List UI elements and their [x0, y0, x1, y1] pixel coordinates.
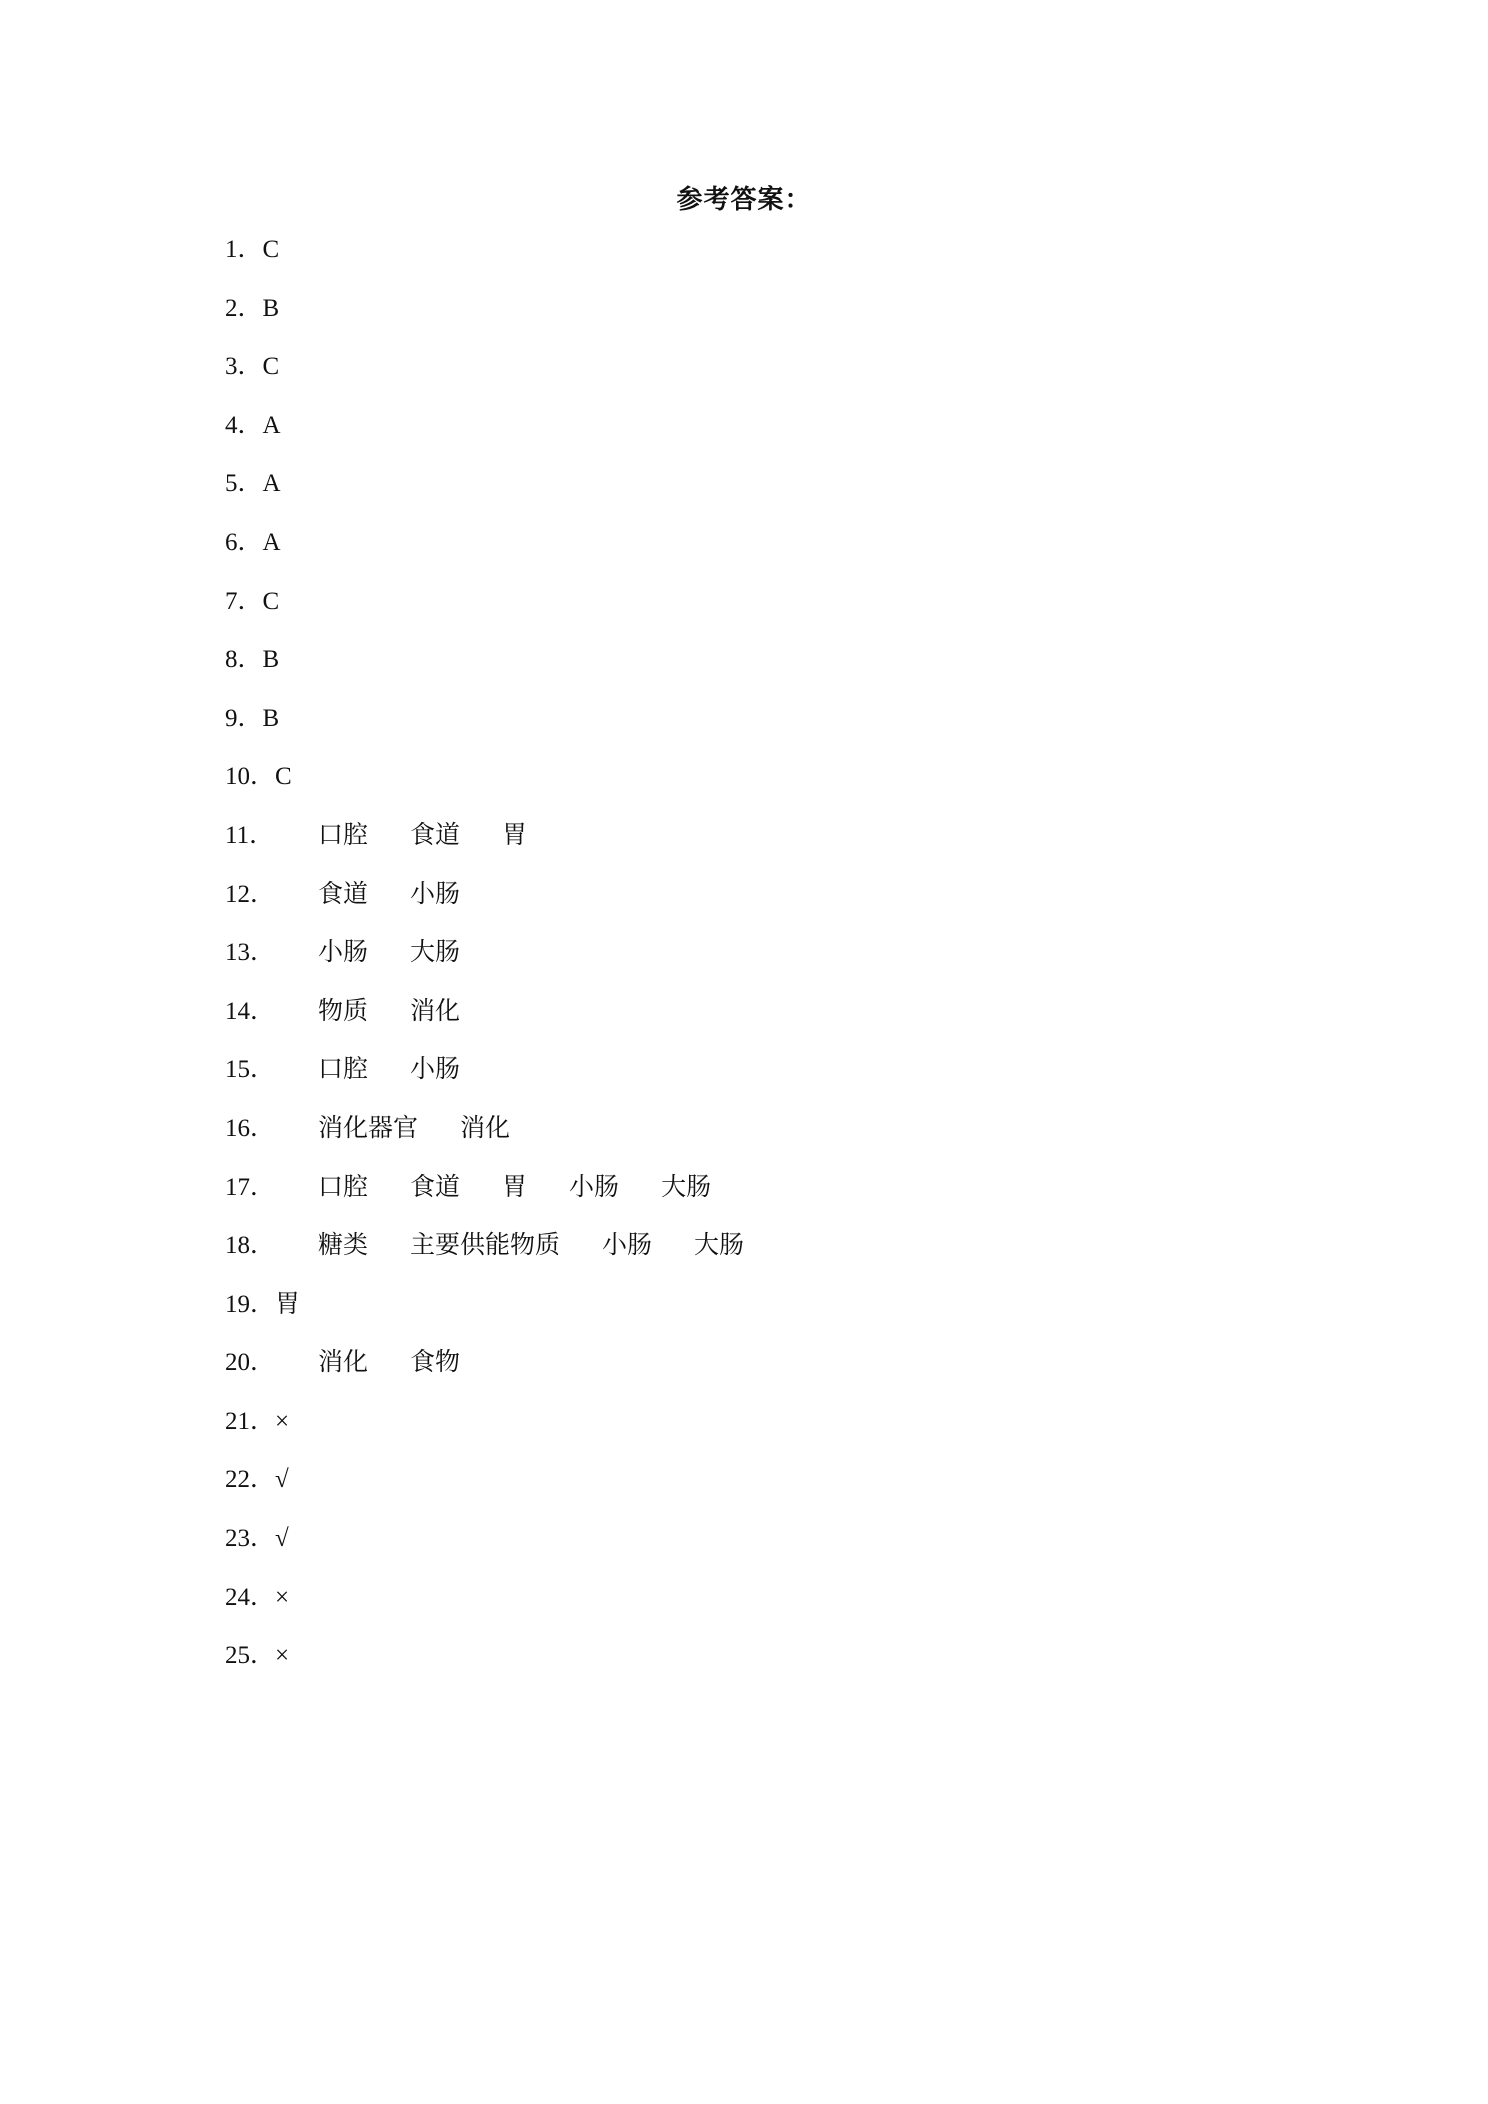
answer-blank: 大肠: [410, 939, 461, 967]
answer-blanks: [318, 1345, 502, 1381]
answer-blank: 消化: [318, 1349, 369, 1377]
answer-text: ×: [275, 1642, 290, 1670]
answer-item: [225, 525, 1325, 584]
answer-blank: 口腔: [318, 821, 369, 849]
answer-text: ×: [275, 1407, 290, 1435]
answer-number: 7．: [225, 587, 263, 615]
answer-text: C: [262, 587, 280, 615]
answer-blank: 糖类: [318, 1232, 369, 1260]
answer-number: 5．: [225, 470, 263, 498]
answer-number: 23．: [225, 1525, 276, 1553]
answer-number: 24．: [225, 1583, 276, 1611]
answer-blanks: [318, 994, 502, 1030]
answer-blanks: [318, 1111, 552, 1147]
answer-blank: 主要供能物质: [410, 1232, 561, 1260]
answer-blank: 消化器官: [318, 1114, 419, 1142]
answer-number: 9．: [225, 704, 263, 732]
answer-item: [225, 759, 1325, 818]
answer-number: 20．: [225, 1349, 276, 1377]
answer-list: [225, 232, 1325, 1697]
answer-number: 17．: [225, 1173, 276, 1201]
answer-blank: 小肠: [410, 1056, 461, 1084]
answer-item: [225, 1345, 1325, 1404]
answer-number: 16．: [225, 1114, 276, 1142]
answer-text: B: [262, 704, 280, 732]
answer-blank: 小肠: [602, 1232, 653, 1260]
answer-item: [225, 466, 1325, 525]
answer-blank: 大肠: [694, 1232, 745, 1260]
answer-item: [225, 1580, 1325, 1639]
answer-blank: 小肠: [410, 880, 461, 908]
answer-item: [225, 1521, 1325, 1580]
answer-blank: 胃: [502, 1173, 528, 1201]
answer-item: [225, 1228, 1325, 1287]
answer-item: [225, 642, 1325, 701]
answer-item: [225, 935, 1325, 994]
answer-blank: 物质: [318, 997, 369, 1025]
answer-text: ×: [275, 1583, 290, 1611]
answer-text: B: [262, 294, 280, 322]
answer-item: [225, 1462, 1325, 1521]
answer-text: C: [262, 353, 280, 381]
answer-text: √: [275, 1525, 289, 1553]
answer-number: 2．: [225, 294, 263, 322]
answer-text: C: [275, 763, 292, 791]
answer-item: [225, 877, 1325, 936]
answer-item: [225, 701, 1325, 760]
answer-blank: 口腔: [318, 1173, 369, 1201]
answer-item: [225, 349, 1325, 408]
answer-item: [225, 1170, 1325, 1229]
answer-item: [225, 1111, 1325, 1170]
answer-blanks: [318, 935, 502, 971]
answer-text: A: [262, 528, 281, 556]
answer-blanks: [318, 1052, 502, 1088]
page-title: 参考答案：: [676, 185, 812, 214]
answer-text: B: [262, 646, 280, 674]
answer-number: 18．: [225, 1232, 276, 1260]
answer-text: √: [275, 1466, 289, 1494]
answer-text: A: [262, 411, 281, 439]
answer-number: 11．: [225, 821, 275, 849]
answer-item: [225, 1052, 1325, 1111]
answer-number: 6．: [225, 528, 263, 556]
answer-blank: 食道: [410, 1173, 461, 1201]
answer-item: [225, 818, 1325, 877]
answer-number: 13．: [225, 939, 276, 967]
answer-number: 1．: [225, 236, 263, 263]
answer-blank: 消化: [460, 1114, 511, 1142]
answer-blank: 消化: [410, 997, 461, 1025]
answer-blank: 食道: [410, 821, 461, 849]
answer-number: 22．: [225, 1466, 276, 1494]
answer-item: [225, 232, 1325, 291]
answer-number: 8．: [225, 646, 263, 674]
answer-number: 21．: [225, 1407, 276, 1435]
answer-item: [225, 584, 1325, 643]
answer-blank: 小肠: [569, 1173, 620, 1201]
answer-item: [225, 1638, 1325, 1697]
answer-blank: 口腔: [318, 1056, 369, 1084]
answer-number: 3．: [225, 353, 263, 381]
answer-number: 4．: [225, 411, 263, 439]
answer-blanks: [318, 818, 569, 854]
answer-number: 19．: [225, 1290, 276, 1318]
answer-blank: 食物: [410, 1349, 461, 1377]
answer-number: 25．: [225, 1642, 276, 1670]
answer-blanks: [318, 1228, 786, 1264]
answer-blanks: [318, 1170, 753, 1206]
answer-text: A: [262, 470, 281, 498]
answer-number: 15．: [225, 1056, 276, 1084]
answer-item: [225, 1404, 1325, 1463]
answer-blank: 大肠: [661, 1173, 712, 1201]
answer-blank: 食道: [318, 880, 369, 908]
answer-text: C: [262, 236, 280, 263]
answer-number: 14．: [225, 997, 276, 1025]
answer-item: [225, 291, 1325, 350]
answer-number: 12．: [225, 880, 276, 908]
answer-blanks: [318, 877, 502, 913]
answer-item: [225, 1287, 1325, 1346]
answer-text: 胃: [275, 1290, 301, 1318]
answer-blank: 小肠: [318, 939, 369, 967]
answer-number: 10．: [225, 763, 276, 791]
answer-blank: 胃: [502, 821, 528, 849]
answer-item: [225, 994, 1325, 1053]
answer-item: [225, 408, 1325, 467]
